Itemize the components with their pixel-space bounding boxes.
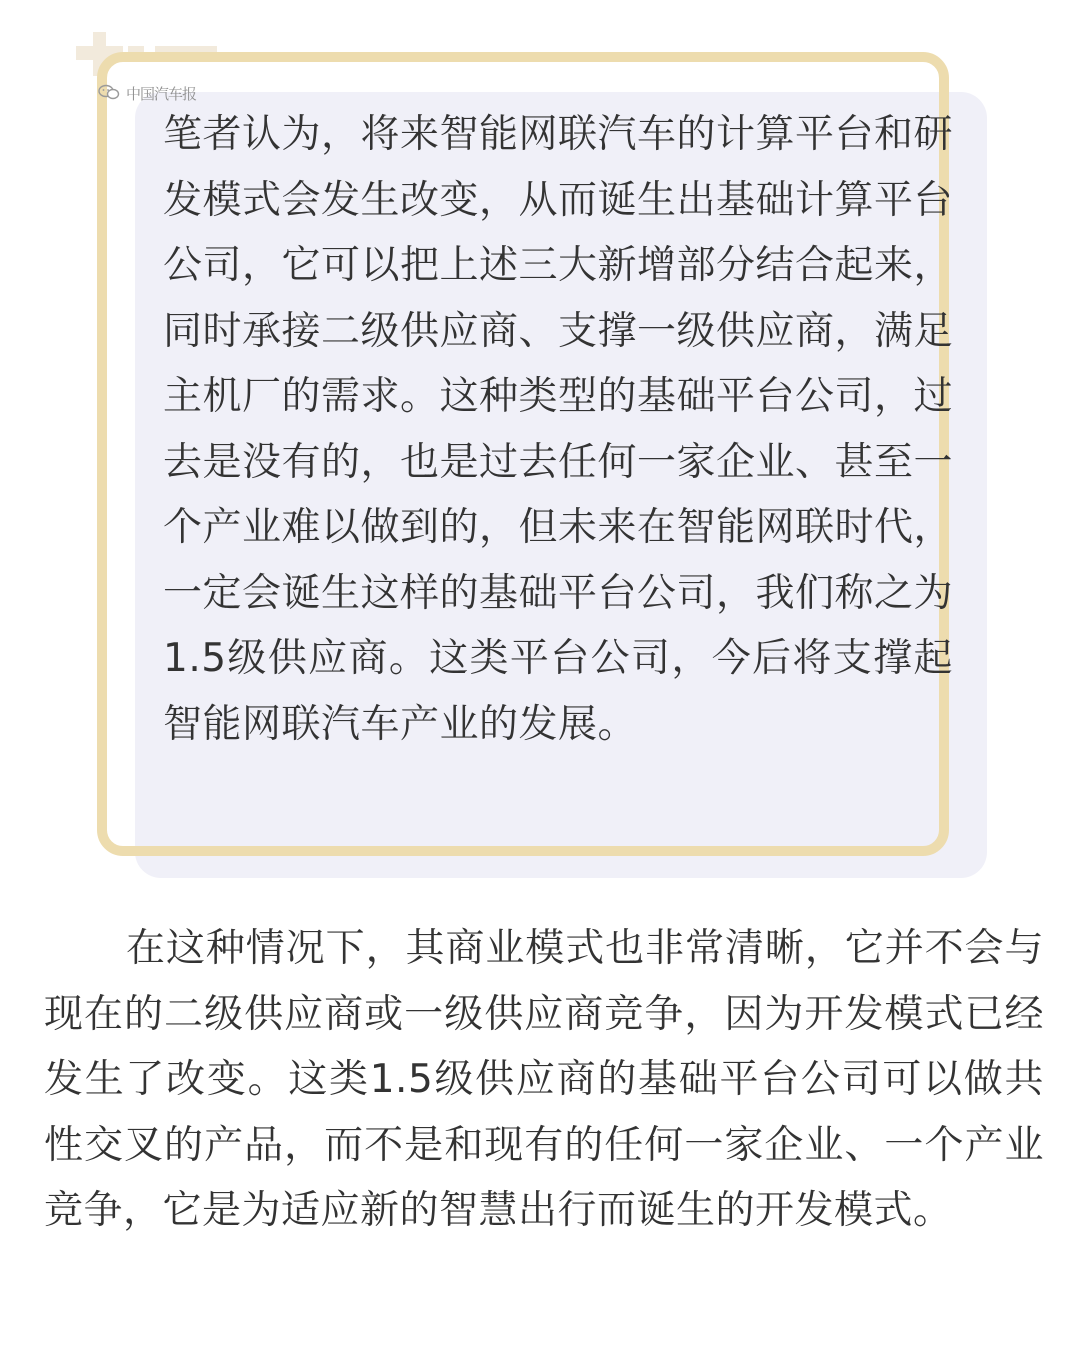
- watermark: [98, 83, 196, 104]
- watermark-text: 中国汽车报: [126, 85, 197, 103]
- body-paragraph: 在这种情况下，其商业模式也非常清晰，它并不会与现在的二级供应商或一级供应商竞争，因为开发模式已经发生了改变。这类1.5级供应商的基础平台公司可以做共性交叉的产品，而不是和现有的任何一家企业、一个产业竞争，它是为适应新的智慧出行而诞生的开发模式。: [44, 926, 1044, 1233]
- wechat-icon: [98, 84, 120, 104]
- quote-paragraph: 笔者认为，将来智能网联汽车的计算平台和研发模式会发生改变，从而诞生出基础计算平台公司，它可以把上述三大新增部分结合起来，同时承接二级供应商、支撑一级供应商，满足主机厂的需求。这种类型的基础平台公司，过去是没有的，也是过去任何一家企业、甚至一个产业难以做到的，但未来在智能网联时代，一定会诞生这样的基础平台公司，我们称之为1.5级供应商。这类平台公司，今后将支撑起智能网联汽车产业的发展。: [163, 112, 954, 747]
